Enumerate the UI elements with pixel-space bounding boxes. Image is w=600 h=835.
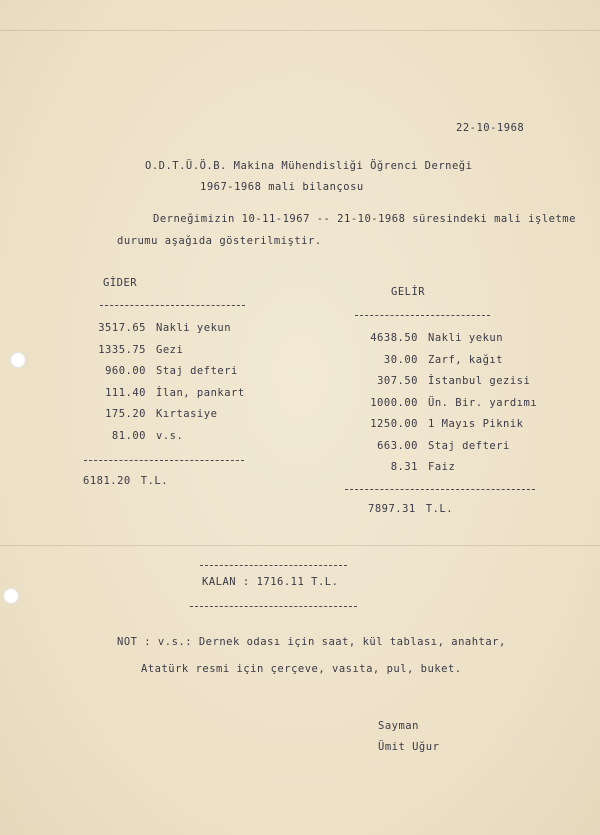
balance-rule-bottom xyxy=(190,606,357,607)
income-row xyxy=(360,375,530,387)
expenses-heading: GİDER xyxy=(103,277,138,289)
expenses-total-rule xyxy=(84,460,244,461)
expenses-row xyxy=(88,408,217,420)
page-crease xyxy=(0,30,600,31)
note-line-2: Atatürk resmi için çerçeve, vasıta, pul, buket. xyxy=(141,663,462,675)
income-label: İstanbul gezisi xyxy=(428,375,531,387)
expenses-amount: 1335.75 xyxy=(98,343,146,356)
income-total-amount: 7897.31 xyxy=(368,503,416,515)
expenses-label: Gezi xyxy=(156,343,184,356)
intro-line-1: Derneğimizin 10-11-1967 -- 21-10-1968 süresindeki mali işletme xyxy=(153,213,576,225)
income-label: Faiz xyxy=(428,461,456,473)
expenses-amount: 3517.65 xyxy=(98,322,146,334)
income-heading: GELİR xyxy=(391,286,426,298)
intro-line-2: durumu aşağıda gösterilmiştir. xyxy=(117,235,322,247)
punch-hole xyxy=(10,352,26,368)
expenses-row xyxy=(88,387,245,399)
income-heading-rule xyxy=(355,315,490,316)
expenses-row xyxy=(88,344,183,356)
punch-hole xyxy=(3,588,19,604)
expenses-amount: 111.40 xyxy=(105,386,146,399)
expenses-total xyxy=(83,475,168,487)
income-row xyxy=(360,418,524,430)
expenses-amount: 81.00 xyxy=(111,429,146,442)
income-amount: 1000.00 xyxy=(370,396,418,409)
income-amount: 30.00 xyxy=(383,353,418,366)
expenses-row xyxy=(88,430,183,442)
income-label: Ün. Bir. yardımı xyxy=(428,396,538,409)
income-row xyxy=(360,440,510,452)
expenses-row xyxy=(88,365,238,377)
expenses-total-currency: T.L. xyxy=(140,475,169,487)
income-total-rule xyxy=(345,489,535,490)
expenses-amount: 175.20 xyxy=(105,408,146,420)
income-total-currency: T.L. xyxy=(425,503,454,515)
expenses-label: Nakli yekun xyxy=(156,322,232,334)
income-amount: 4638.50 xyxy=(370,332,418,344)
association-name: O.D.T.Ü.Ö.B. Makina Mühendisliği Öğrenci Derneği xyxy=(145,160,473,172)
income-amount: 663.00 xyxy=(377,439,418,452)
income-label: Staj defteri xyxy=(428,439,510,452)
expenses-label: v.s. xyxy=(156,429,184,442)
balance-rule-top xyxy=(200,565,347,566)
page-crease xyxy=(0,545,600,546)
note-line-1: NOT : v.s.: Dernek odası için saat, kül tablası, anahtar, xyxy=(117,636,506,648)
remaining-balance: KALAN : 1716.11 T.L. xyxy=(202,576,339,588)
income-label: Zarf, kağıt xyxy=(428,353,504,366)
treasurer-title: Sayman xyxy=(378,720,419,732)
income-amount: 8.31 xyxy=(390,461,418,473)
expenses-amount: 960.00 xyxy=(105,365,146,377)
income-amount: 1250.00 xyxy=(370,418,418,430)
document-date: 22-10-1968 xyxy=(456,122,525,134)
income-amount: 307.50 xyxy=(377,375,418,387)
expenses-row xyxy=(88,322,231,334)
income-label: Nakli yekun xyxy=(428,332,504,344)
expenses-label: Staj defteri xyxy=(156,365,238,377)
income-row xyxy=(360,461,455,473)
expenses-label: Kırtasiye xyxy=(156,408,218,420)
treasurer-name: Ümit Uğur xyxy=(378,741,440,753)
expenses-heading-rule xyxy=(100,305,245,306)
income-label: 1 Mayıs Piknik xyxy=(428,418,524,430)
income-row xyxy=(360,332,503,344)
income-row xyxy=(360,397,537,409)
expenses-total-amount: 6181.20 xyxy=(83,475,131,487)
income-total xyxy=(368,503,453,515)
expenses-label: İlan, pankart xyxy=(156,386,245,399)
balance-title: 1967-1968 mali bilançosu xyxy=(200,181,364,193)
income-row xyxy=(360,354,503,366)
